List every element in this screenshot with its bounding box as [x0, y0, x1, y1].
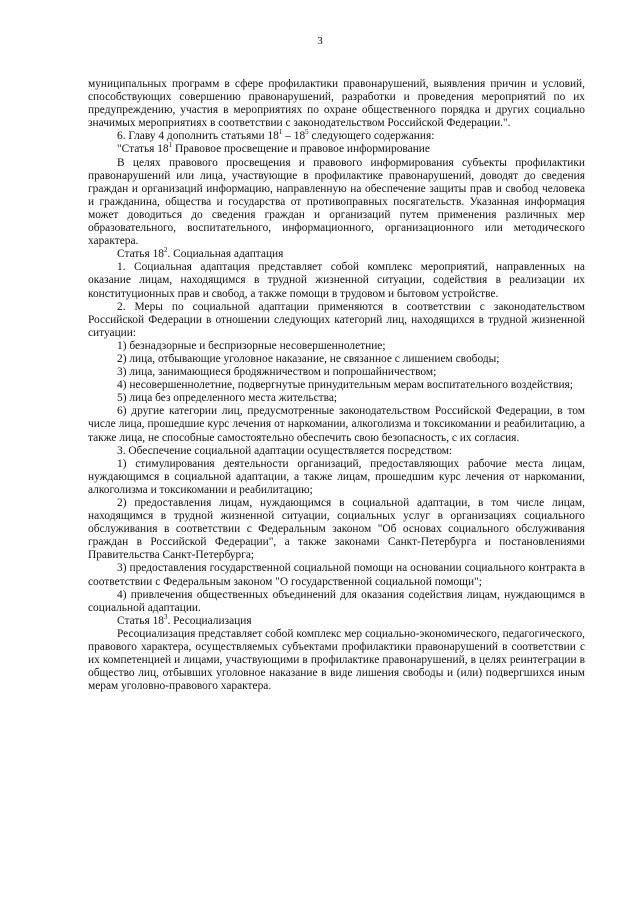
- list-item: 4) несовершеннолетние, подвергнутые принудительным мерам воспитательного воздействия;: [117, 379, 573, 392]
- list-item: 1) стимулирования деятельности организаций, предоставляющих рабочие места лицам, нуждающимся в социальной адаптации, а также лицам, прошедшим курс лечения от наркомании, алкоголизма и токсикомании и реабилитацию;: [88, 457, 585, 496]
- article-18-1-heading: [88, 143, 585, 156]
- article-18-2-heading: [88, 248, 585, 261]
- article-18-2-part-1: 1. Социальная адаптация представляет собой комплекс мероприятий, направленных на оказание лицам, находящимся в трудной жизненной ситуации, содействия в реализации их конституционных прав и свобод, а также помощи в трудовом и бытовом устройстве.: [88, 261, 585, 300]
- item-6-text-mid: – 18: [282, 130, 306, 143]
- list-item: 2) предоставления лицам, нуждающимся в социальной адаптации, в том числе лицам, находящимся в трудной жизненной ситуации, социальных услуг в организациях социального обслуживания в соответствии с Федеральным законом "Об основах социального обслуживания граждан в Российской Федерации", а также законами Санкт-Петербурга и постановлениями Правительства Санкт-Петербурга;: [88, 497, 585, 562]
- article-18-1-pre: "Статья 18: [117, 143, 169, 156]
- list-item: 2) лица, отбывающие уголовное наказание, не связанное с лишением свободы;: [117, 352, 500, 365]
- article-18-1-text: В целях правового просвещения и правового информирования субъекты профилактики правонарушений или лица, участвующие в профилактике правонарушений, доводят до сведения граждан и организаций информацию, направленную на обеспечение защиты прав и свобод человека и гражданина, общества и государства от противоправных посягательств. Указанная информация может доводиться до сведения граждан и организаций путем применения различных мер образовательного, воспитательного, информационного, организационного или методического характера.: [88, 156, 585, 248]
- item-6-sup2: 5: [305, 128, 309, 137]
- article-18-2-part-3: 3. Обеспечение социальной адаптации осуществляется посредством:: [117, 444, 453, 457]
- article-18-1-sup: 1: [168, 141, 173, 150]
- page-number: 3: [317, 35, 323, 47]
- list-item: 3) лица, занимающиеся бродяжничеством и попрошайничеством;: [117, 366, 437, 379]
- article-18-3-heading: [88, 615, 585, 628]
- list-item: 4) привлечения общественных объединений для оказания содействия лицам, нуждающимся в социальной адаптации.: [88, 588, 585, 614]
- item-6-text-post: следующего содержания:: [308, 130, 435, 143]
- article-18-2-sup: 2: [163, 246, 168, 255]
- article-18-3-text: Ресоциализация представляет собой комплекс мер социально-экономического, педагогического, правового характера, осуществляемых субъектами профилактики правонарушений в соответствии с их компетенцией и лицами, участвующими в профилактике правонарушений, в целях реинтеграции в общество лиц, отбывших уголовное наказание в виде лишения свободы и (или) подвергшихся иным мерам уголовно-правового характера.: [88, 627, 585, 693]
- item-6-text-pre: 6. Главу 4 дополнить статьями 18: [117, 130, 279, 143]
- article-18-3-pre: Статья 18: [117, 614, 164, 627]
- article-18-2-title: . Социальная адаптация: [167, 248, 284, 261]
- item-6-heading: [88, 130, 585, 143]
- item-6-sup1: 1: [278, 128, 283, 137]
- list-item: 3) предоставления государственной социальной помощи на основании социального контракта в соответствии с Федеральным законом "О государственной социальной помощи";: [88, 562, 585, 588]
- list-item: 6) другие категории лиц, предусмотренные законодательством Российской Федерации, в том числе лица, прошедшие курс лечения от наркомании, алкоголизма и токсикомании и реабилитацию, а также лица, не способные самостоятельно обеспечить свою безопасность, с их согласия.: [88, 405, 585, 444]
- article-18-3-title: . Ресоциализация: [167, 614, 252, 627]
- list-item: 1) безнадзорные и беспризорные несовершеннолетние;: [117, 339, 386, 352]
- article-18-1-title: Правовое просвещение и правовое информирование: [172, 143, 430, 156]
- article-18-2-pre: Статья 18: [117, 248, 164, 261]
- document-body: [88, 78, 585, 693]
- paragraph-continuation: муниципальных программ в сфере профилактики правонарушений, выявления причин и условий, способствующих совершению правонарушений, разработки и проведения мероприятий по их предупреждению, участия в мероприятиях по охране общественного порядка и других социально значимых мероприятиях в соответствии с законодательством Российской Федерации.".: [88, 78, 585, 130]
- list-item: 5) лица без определенного места жительства;: [117, 392, 338, 405]
- article-18-3-sup: 3: [163, 613, 168, 622]
- article-18-2-part-2: 2. Меры по социальной адаптации применяются в соответствии с законодательством Российской Федерации в отношении следующих категорий лиц, находящихся в трудной жизненной ситуации:: [88, 300, 585, 339]
